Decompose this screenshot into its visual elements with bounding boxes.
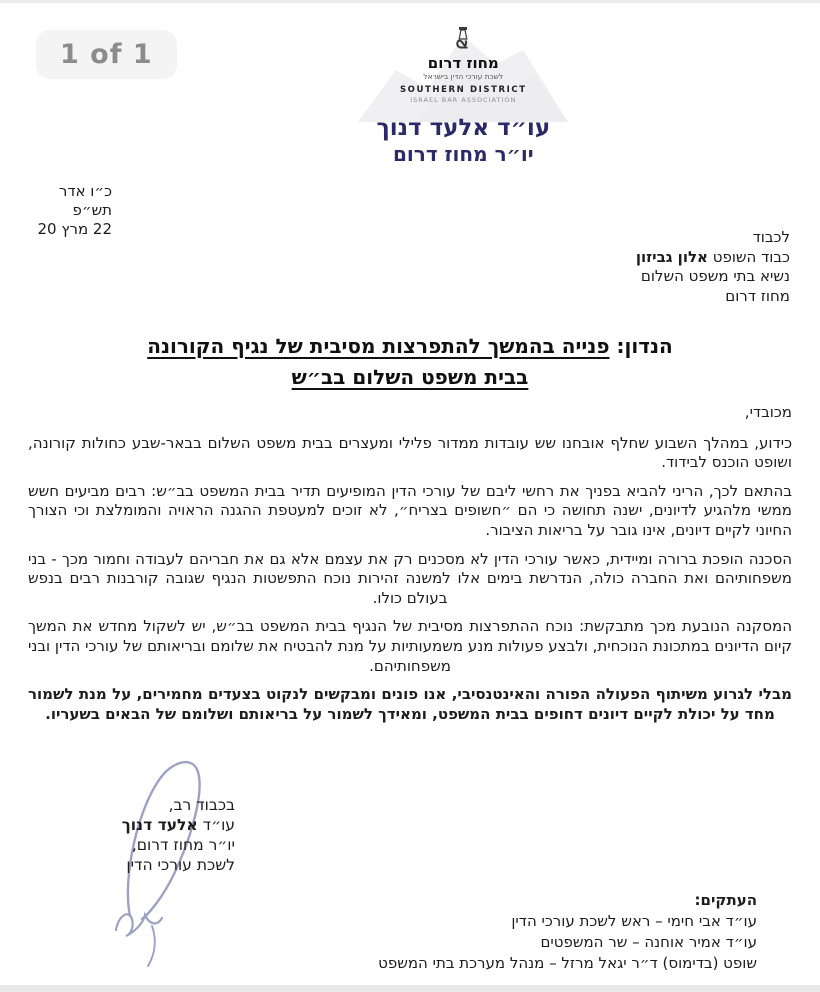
- logo-english-subtitle: ISRAEL BAR ASSOCIATION: [410, 96, 517, 104]
- letterhead-chairman-title: יו״ר מחוז דרום: [392, 142, 534, 166]
- bar-association-gavel-icon: [452, 26, 474, 54]
- subject-heading: [30, 331, 790, 393]
- signature-org: לשכת עורכי הדין: [126, 856, 235, 874]
- page-top-edge: [0, 0, 820, 3]
- recipient-honorific: כבוד השופט: [707, 247, 790, 266]
- recipient-block: [636, 228, 790, 306]
- subject-line-2: [30, 362, 790, 393]
- copies-item-3: שופט (בדימוס) ד״ר יגאל מרזל – מנהל מערכת בתי המשפט: [378, 954, 757, 972]
- signature-name-line: [85, 815, 235, 835]
- recipient-salutation: לכבוד: [752, 228, 790, 246]
- body-paragraph-3: הסכנה הופכת ברורה ומיידית, כאשר עורכי הדין לא מסכנים רק את עצמם אלא גם את חבריהם לעבודה וחמור מכך - בני משפחותיהם ואת החברה כולה, הנדרשת בימים אלו למשנה זהירות נוכח התפשטות הנגיף שגובה קורבנות רבים בנפש בעולם כולו.: [28, 549, 792, 607]
- body-paragraph-4: המסקנה הנובעת מכך מתבקשת: נוכח ההתפרצות מסיבית של הנגיף בבית המשפט בב״ש, יש לשקול מחדש את המשך קיום הדיונים במתכונת הנוכחית, ולבצע פעולות מנע משמעותיות על מנת להבטיח את שלומם ובריאותם של עורכי הדין ובני משפחותיהם.: [28, 617, 792, 675]
- page-bottom-edge: [0, 985, 820, 992]
- body-paragraph-1: כידוע, במהלך השבוע שחלף אובחנו שש עובדות ממדור פלילי ומעצרים בבית משפט השלום בבאר-שבע כחולות קורונה, ושופט הוכנס לבידוד.: [28, 433, 792, 472]
- letter-body: [28, 403, 792, 733]
- letterhead-chairman-name: עו״ד אלעד דנוך: [376, 115, 551, 141]
- letterhead: [303, 26, 623, 167]
- subject-line-1: [30, 331, 790, 362]
- signature-role: יו״ר מחוז דרום,: [131, 836, 235, 854]
- signature-name: אלעד דנוך: [121, 816, 198, 834]
- signature-prefix: עו״ד: [197, 816, 235, 834]
- copies-label: העתקים:: [694, 891, 757, 909]
- body-paragraph-2: בהתאם לכך, הריני להביא בפניך את רחשי ליבם של עורכי הדין המופיעים תדיר בבית המשפט בב״ש: רבים מביעים חשש ממשי מלהגיע לדיונים, ישנה תחושה כי הם ״חשופים בצריח״, לא זוכים למעטפת ההגנה הראויה והמומלצת וכי הצורך החיוני לקיים דיונים, אינו גובר על בריאות הציבור.: [28, 481, 792, 539]
- copies-list: [378, 890, 757, 974]
- logo-hebrew-subtitle: לשכת עורכי הדין בישראל: [423, 72, 504, 81]
- date-hebrew: כ״ו אדר תש״פ: [58, 182, 112, 219]
- subject-text-2: בבית משפט השלום בב״ש: [291, 365, 529, 389]
- page-indicator-badge: 1 of 1: [36, 30, 177, 79]
- recipient-role: נשיא בתי משפט השלום: [640, 267, 790, 285]
- logo-english-name: SOUTHERN DISTRICT: [399, 85, 527, 95]
- subject-text-1: פנייה בהמשך להתפרצות מסיבית של נגיף הקורונה: [147, 334, 610, 358]
- signature-block: [85, 795, 235, 875]
- date-gregorian: 22 מרץ 20: [37, 220, 112, 238]
- copies-item-2: עו״ד אמיר אוחנה – שר המשפטים: [540, 933, 757, 951]
- recipient-name: אלון גביזון: [635, 247, 708, 266]
- signature-closing: בכבוד רב,: [168, 796, 235, 814]
- copies-item-1: עו״ד אבי חימי – ראש לשכת עורכי הדין: [511, 912, 757, 930]
- body-paragraph-bold: מבלי לגרוע משיתוף הפעולה הפורה והאינטנסיבי, אנו פונים ומבקשים לנקוט בצעדים מחמירים, על מנת לשמור מחד על יכולת לקיים דיונים דחופים בבית המשפט, ומאידך לשמור על בריאותם ושלומם של הבאים בשעריו.: [28, 685, 792, 723]
- date-block: [28, 182, 112, 239]
- recipient-name-line: [636, 248, 790, 268]
- greeting: מכובדי,: [744, 403, 792, 421]
- logo-hebrew-name: מחוז דרום: [427, 54, 499, 72]
- recipient-district: מחוז דרום: [725, 286, 790, 305]
- subject-label: הנדון:: [609, 334, 673, 358]
